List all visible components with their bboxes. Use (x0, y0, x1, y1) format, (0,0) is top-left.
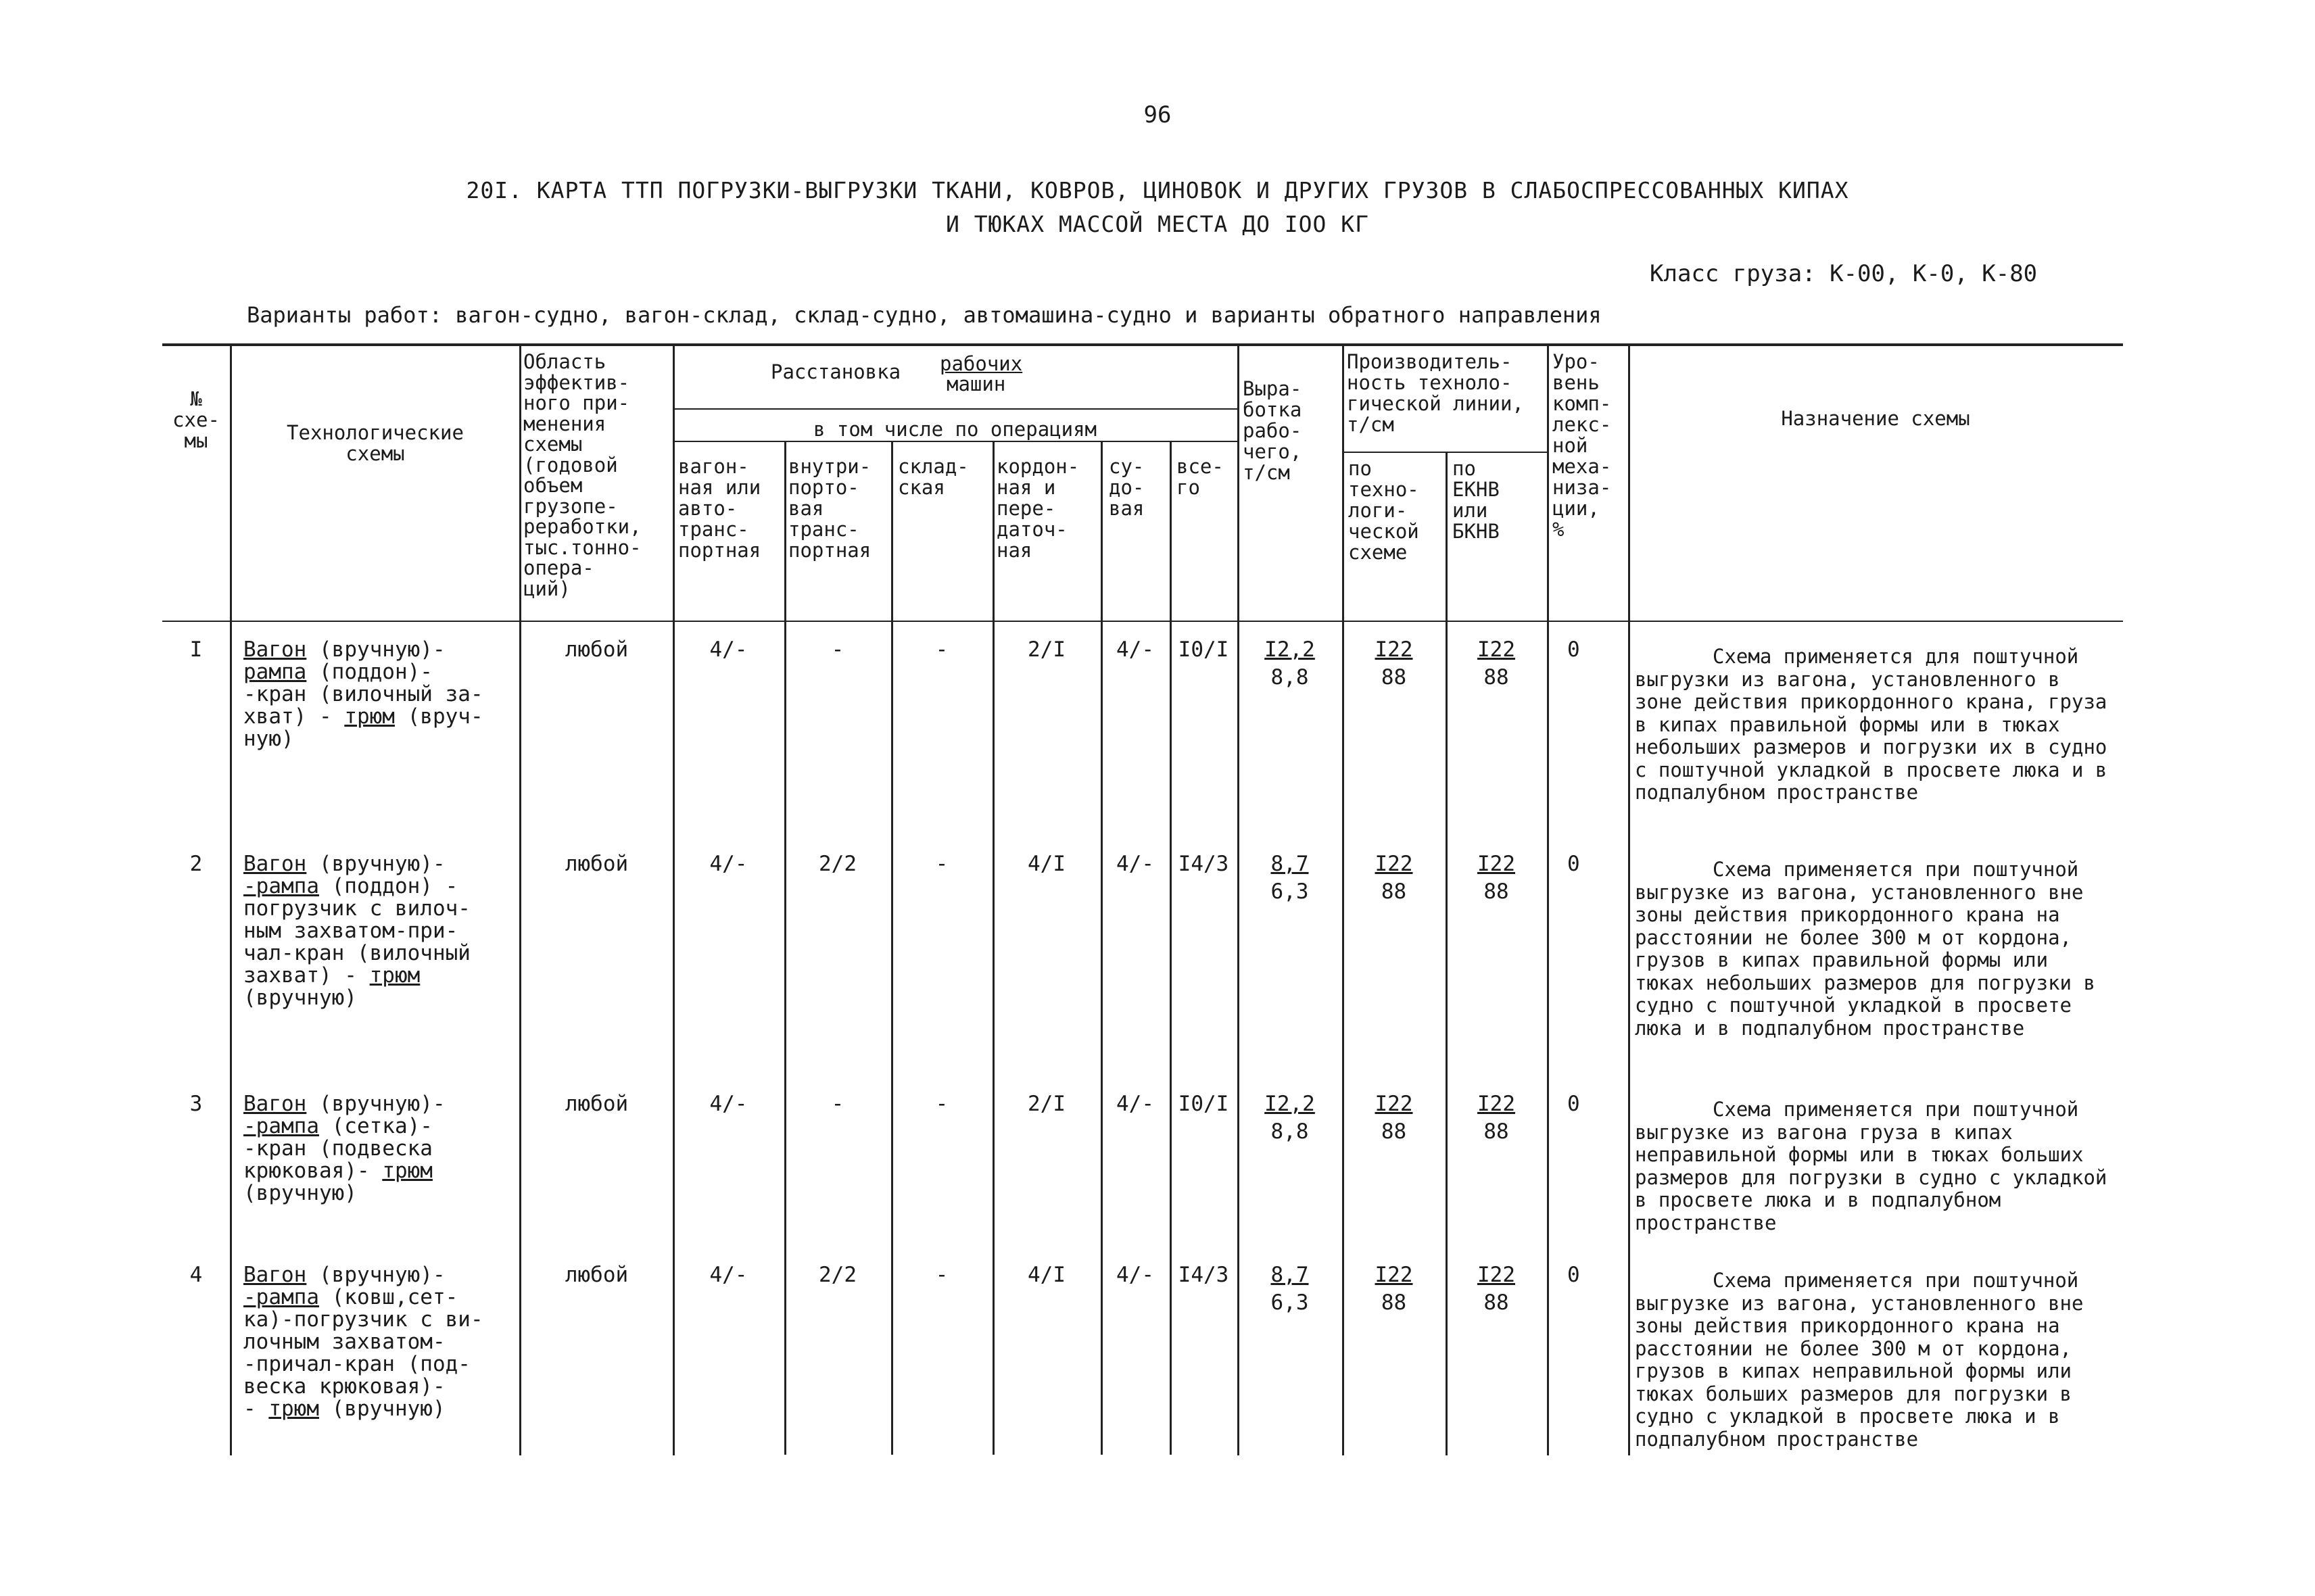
worker-output: $\frac{I2,2}{8,8}$ (1264, 637, 1315, 690)
header-placement: Расстановка рабочих машин (771, 352, 1023, 395)
op-ship: 4/- (1116, 1092, 1154, 1116)
cargo-class: Класс груза: К-00, К-0, К-80 (1650, 260, 2038, 287)
page-title-line-2: И ТЮКАХ МАССОЙ МЕСТА ДО IOO КГ (945, 211, 1370, 237)
application-area: любой (565, 637, 629, 662)
scheme-purpose: Схема применяется для поштучной выгрузки из вагона, установленного в зоне действия прикордонного крана, груза в кипах правильной формы или в тюках небольших размеров и погрузки их в судно с поштучной укладкой в просвете люка и в подпалубном пространстве (1635, 645, 2107, 804)
op-storage: - (935, 1092, 949, 1116)
op-cordon: 2/I (1028, 637, 1066, 662)
header-op-ship: су- до- вая (1109, 455, 1145, 520)
tech-scheme: Вагон (вручную)- -рампа (поддон) - погрузчик с вилоч- ным захватом-при- чал-кран (вилочный захват) - трюм (вручную) (243, 852, 471, 1010)
header-scheme-number: № схе- мы (172, 387, 220, 452)
prod-by-eknv: $\frac{I22}{88}$ (1477, 637, 1515, 690)
header-prod-by-eknv: по ЕКНВ или БКНВ (1452, 457, 1500, 543)
mechanization-level: 0 (1567, 1092, 1580, 1116)
op-inner-port: 2/2 (819, 1263, 857, 1287)
row-number: 4 (189, 1263, 203, 1287)
prod-by-eknv: $\frac{I22}{88}$ (1477, 1263, 1515, 1315)
tech-scheme: Вагон (вручную)- рампа (поддон)- -кран (вилочный за- хват) - трюм (вруч- ную) (243, 637, 483, 751)
header-line-productivity: Производитель- ность техноло- гической линии, т/см (1347, 350, 1524, 436)
application-area: любой (565, 852, 629, 876)
header-op-inner-port: внутри- порто- вая транс- портная (788, 455, 872, 562)
op-total: I4/3 (1178, 1263, 1229, 1287)
header-by-operations: в том числе по операциям (813, 418, 1097, 441)
prod-by-tech-scheme: $\frac{I22}{88}$ (1375, 852, 1413, 904)
op-wagon: 4/- (709, 1092, 748, 1116)
prod-by-tech-scheme: $\frac{I22}{88}$ (1375, 637, 1413, 690)
prod-by-eknv: $\frac{I22}{88}$ (1477, 1092, 1515, 1144)
row-number: 3 (189, 1092, 203, 1116)
op-storage: - (935, 852, 949, 876)
prod-by-tech-scheme: $\frac{I22}{88}$ (1375, 1092, 1413, 1144)
application-area: любой (565, 1092, 629, 1116)
header-mechanization-level: Уро- вень комп- лекс- ной меха- низа- ции, % (1552, 350, 1612, 541)
worker-output: $\frac{8,7}{6,3}$ (1270, 1263, 1309, 1315)
prod-by-eknv: $\frac{I22}{88}$ (1477, 852, 1515, 904)
header-op-storage: склад- ская (898, 455, 969, 499)
op-wagon: 4/- (709, 852, 748, 876)
op-cordon: 4/I (1028, 1263, 1066, 1287)
op-inner-port: - (831, 637, 844, 662)
header-worker-output: Выра- ботка рабо- чего, т/см (1243, 377, 1302, 484)
mechanization-level: 0 (1567, 1263, 1580, 1287)
scheme-purpose: Схема применяется при поштучной выгрузке из вагона, установленного вне зоны действия прикордонного крана на расстоянии не более 300 м от кордона, грузов в кипах неправильной формы или тюках больших размеров для погрузки в судно с укладкой в просвете люка и в подпалубном пространстве (1635, 1269, 2084, 1451)
op-wagon: 4/- (709, 637, 748, 662)
op-total: I0/I (1178, 637, 1229, 662)
scheme-purpose: Схема применяется при поштучной выгрузке из вагона, установленного вне зоны действия прикордонного крана на расстоянии не более 300 м от кордона, грузов в кипах правильной формы или тюках небольших размеров для погрузки в судно с поштучной укладкой в просвете люка и в подпалубном пространстве (1635, 858, 2095, 1040)
header-prod-by-tech-scheme: по техно- логи- ческой схеме (1348, 457, 1419, 564)
op-inner-port: - (831, 1092, 844, 1116)
tech-scheme: Вагон (вручную)- -рампа (сетка)- -кран (подвеска крюковая)- трюм (вручную) (243, 1092, 446, 1205)
mechanization-level: 0 (1567, 637, 1580, 662)
op-cordon: 4/I (1028, 852, 1066, 876)
op-ship: 4/- (1116, 1263, 1154, 1287)
op-storage: - (935, 1263, 949, 1287)
op-ship: 4/- (1116, 637, 1154, 662)
application-area: любой (565, 1263, 629, 1287)
scheme-purpose: Схема применяется при поштучной выгрузке из вагона груза в кипах неправильной формы или в тюках больших размеров для погрузки в судно с укладкой в просвете люка и в подпалубном пространстве (1635, 1098, 2107, 1234)
op-wagon: 4/- (709, 1263, 748, 1287)
header-scheme-purpose: Назначение схемы (1781, 407, 1970, 430)
header-op-cordon: кордон- ная и пере- даточ- ная (997, 455, 1080, 562)
op-ship: 4/- (1116, 852, 1154, 876)
mechanization-level: 0 (1567, 852, 1580, 876)
work-variants: Варианты работ: вагон-судно, вагон-склад, склад-судно, автомашина-судно и варианты обратного направления (247, 302, 1602, 328)
page-title-line-1: 20I. КАРТА ТТП ПОГРУЗКИ-ВЫГРУЗКИ ТКАНИ, КОВРОВ, ЦИНОВОК И ДРУГИХ ГРУЗОВ В СЛАБОСПРЕССОВАННЫХ КИПАХ (466, 177, 1849, 203)
row-number: 2 (189, 852, 203, 876)
op-total: I4/3 (1178, 852, 1229, 876)
op-cordon: 2/I (1028, 1092, 1066, 1116)
op-total: I0/I (1178, 1092, 1229, 1116)
header-op-total: все- го (1176, 455, 1224, 499)
header-tech-schemes: Технологические схемы (287, 421, 464, 465)
header-application-area: Область эффектив- ного при- менения схемы (годовой объем грузопе- реработки, тыс.тонно- опера- ций) (523, 350, 642, 600)
prod-by-tech-scheme: $\frac{I22}{88}$ (1375, 1263, 1413, 1315)
header-op-wagon: вагон- ная или авто- транс- портная (678, 455, 761, 562)
op-inner-port: 2/2 (819, 852, 857, 876)
page-number: 96 (1143, 101, 1172, 128)
row-number: I (189, 637, 203, 662)
worker-output: $\frac{I2,2}{8,8}$ (1264, 1092, 1315, 1144)
op-storage: - (935, 637, 949, 662)
worker-output: $\frac{8,7}{6,3}$ (1270, 852, 1309, 904)
tech-scheme: Вагон (вручную)- -рампа (ковш,сет- ка)-погрузчик с ви- лочным захватом- -причал-кран (под- веска крюковая)- - трюм (вручную) (243, 1263, 483, 1421)
